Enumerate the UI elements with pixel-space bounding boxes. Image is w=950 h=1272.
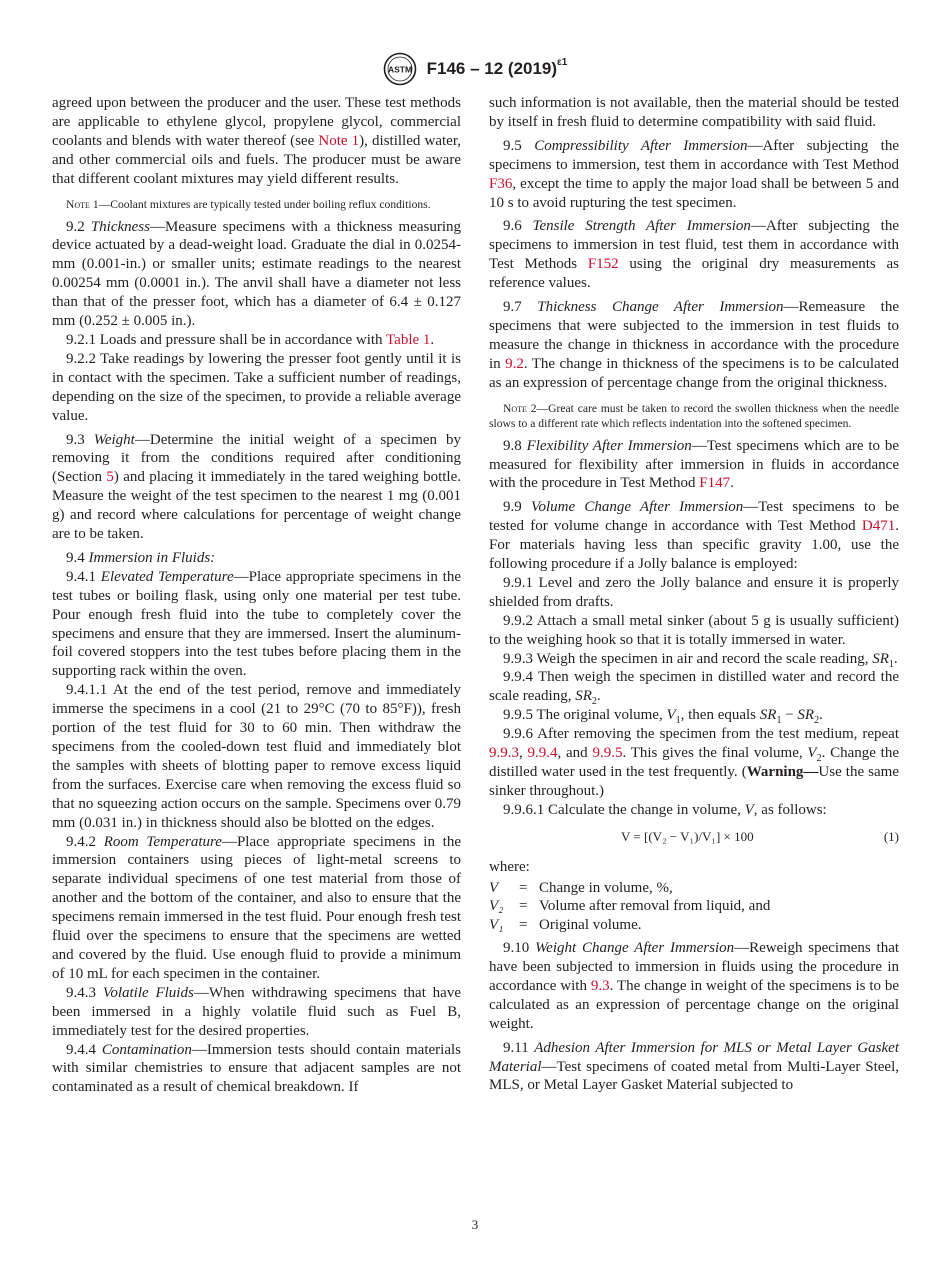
definition-row: V₂ = Volume after removal from liquid, and	[489, 898, 771, 915]
section-9-9-6: 9.9.6 After removing the specimen from the test medium, repeat 9.9.3, 9.9.4, and 9.9.5. This gives the final volume, $V_2$. Change the distilled water used in the test frequently. (Warning—Use the same sinker throughout.)	[489, 726, 899, 799]
section-9-2-link[interactable]: 9.2	[505, 355, 524, 372]
section-9-9-6-1: 9.9.6.1 Calculate the change in volume, V, as follows:	[503, 801, 827, 818]
section-9-7: 9.7 Thickness Change After Immersion—Remeasure the specimens that were subjected to the immersion in test fluids to measure the change in thickness in accordance with the procedure in 9.2. The change in thickness of the specimens is to be calculated as an expression of percentage change from the original thickness.	[489, 299, 899, 391]
section-9-4-2: 9.4.2 Room Temperature—Place appropriate specimens in the immersion containers using pieces of light-metal screens to separate individual specimens of one test material from those of another and the bottom of the container, and also to ensure that the specimens remain immersed in the test fluid. Pour enough fresh test fluid over the specimens to ensure that the specimens are wetted and covered by the fluid. Use enough fluid to provide a minimum of 10 mL for each specimen in the container.	[52, 833, 461, 982]
right-column	[489, 94, 899, 1095]
section-9-4: 9.4 Immersion in Fluids:	[66, 549, 216, 566]
section-5-link[interactable]: 5	[106, 469, 114, 486]
section-9-2-2: 9.2.2 Take readings by lowering the presser foot gently until it is in contact with the specimen. Take a sufficient number of readings, depending on the size of the specimen, to provide a reliable average value.	[52, 350, 461, 424]
f147-link[interactable]: F147	[699, 475, 731, 492]
volume-change-formula: V = [(V₂ − V₁)/V₁] × 100	[621, 828, 754, 844]
table-1-link[interactable]: Table 1	[386, 331, 431, 348]
note-1-link[interactable]: Note 1	[318, 132, 360, 149]
variable-definitions	[489, 879, 899, 935]
f36-link[interactable]: F36	[489, 175, 513, 192]
section-9-4-1-1: 9.4.1.1 At the end of the test period, remove and immediately immerse the specimens in a cool (21 to 29°C (70 to 85°F)), fresh portion of the test fluid for 30 to 60 min. Then withdraw the specimens from the cooled-down test fluid and immediately blot the samples with sheets of blotting paper to remove excess liquid from the surfaces. Exercise care when removing the excess fluid so that no squeezing action occurs on the sample. Specimens over 0.79 mm (0.031 in.) in thickness should also be blotted on the edges.	[52, 682, 461, 831]
section-9-9-5: 9.9.5 The original volume, $V_1$, then equals $SR_1 - SR_2$.	[503, 707, 823, 727]
section-9-4-3: 9.4.3 Volatile Fluids—When withdrawing specimens that have been immersed in a highly volatile fluid such as Fuel B, immediately test for the desired properties.	[52, 984, 461, 1039]
section-9-9-4-link[interactable]: 9.9.4	[527, 745, 558, 762]
section-9-9-2: 9.9.2 Attach a small metal sinker (about 5 g is usually sufficient) to the weighing hook so that it is totally immersed in water.	[489, 612, 899, 648]
continued-paragraph: agreed upon between the producer and the user. These test methods are applicable to ethylene glycol, propylene glycol, commercial coolants and blends with water thereof (see Note 1), distilled water, and other commercial oils and fuels. The producer must be aware that different coolant mixtures may yield different results.	[52, 95, 461, 187]
section-9-10: 9.10 Weight Change After Immersion—Reweigh specimens that have been subjected to immersion in fluids using the procedure in accordance with 9.3. The change in weight of the specimens is to be calculated as an expression of percentage change on the original weight.	[489, 940, 900, 1032]
section-9-3: 9.3 Weight—Determine the initial weight of a specimen by removing it from the conditions required after conditioning (Section 5) and placing it immediately in the tared weighing bottle. Measure the weight of the test specimen to the nearest 1 mg (0.001 g) and record where calculations for percentage of weight change are to be taken.	[52, 431, 461, 543]
epsilon-superscript: ε1	[557, 57, 568, 69]
page-header	[0, 52, 950, 86]
section-9-4-4: 9.4.4 Contamination—Immersion tests should contain materials with similar chemistries to ensure that adjacent samples are not contaminated as a result of chemical breakdown. If	[52, 1041, 461, 1096]
section-9-5: 9.5 Compressibility After Immersion—After subjecting the specimens to immersion, test them in accordance with Test Method F36, except the time to apply the major load shall be between 5 and 10 s to avoid rupturing the test specimen.	[489, 137, 900, 211]
section-9-6: 9.6 Tensile Strength After Immersion—After subjecting the specimens to immersion in test fluid, test them in accordance with Test Methods F152 using the original dry measurements as reference values.	[489, 218, 900, 292]
section-9-11: 9.11 Adhesion After Immersion for MLS or Metal Layer Gasket Material—Test specimens of coated metal from Multi-Layer Steel, MLS, or Metal Layer Gasket Material subjected to	[489, 1039, 899, 1094]
astm-logo-icon	[383, 52, 417, 86]
section-9-9-4: 9.9.4 Then weigh the specimen in distilled water and record the scale reading, $SR_2$.	[489, 669, 899, 708]
section-9-3-link[interactable]: 9.3	[590, 977, 610, 994]
section-9-4-1: 9.4.1 Elevated Temperature—Place appropriate specimens in the test tubes or boiling flask, using only one material per test tube. Pour enough fresh fluid into the tube to completely cover the specimens and ensure that they are immersed. Insert the aluminum-foil covered stoppers into the test tubes before placing them in the supporting rack within the oven.	[52, 568, 462, 680]
equation-1	[489, 826, 899, 848]
continued-paragraph-right: such information is not available, then the material should be tested by itself in fresh fluid to determine compatibility with said fluid.	[489, 95, 899, 130]
section-9-8: 9.8 Flexibility After Immersion—Test specimens which are to be measured for flexibility after immersion in fluids in accordance with the procedure in Test Method F147.	[489, 437, 899, 492]
section-9-9: 9.9 Volume Change After Immersion—Test specimens to be tested for volume change in accordance with Test Method D471. For materials having less than specific gravity 1.00, use the following procedure if a Jolly balance is employed:	[489, 499, 900, 573]
definition-row: V = Change in volume, %,	[489, 879, 673, 896]
section-9-2-1: 9.2.1 Loads and pressure shall be in accordance with Table 1.	[66, 331, 435, 348]
section-9-9-5-link[interactable]: 9.9.5	[592, 745, 623, 762]
page-number: 3	[471, 1217, 479, 1232]
document-designation: F146 – 12 $(2019)^{\varepsilon 1}$	[426, 57, 568, 78]
section-9-9-3-link[interactable]: 9.9.3	[489, 745, 519, 762]
astm-logo-text: ASTM	[387, 64, 412, 75]
f152-link[interactable]: F152	[587, 256, 619, 273]
section-9-9-1: 9.9.1 Level and zero the Jolly balance and ensure it is properly shielded from drafts.	[489, 574, 899, 610]
note-1: Note 1—Coolant mixtures are typically tested under boiling reflux conditions.	[66, 197, 431, 211]
left-column	[52, 94, 461, 1097]
where-label: where:	[489, 858, 530, 875]
note-2: Note 2—Great care must be taken to record the swollen thickness when the needle slows to a different rate which reflects indentation into the softened specimen.	[489, 401, 899, 430]
section-9-2: 9.2 Thickness—Measure specimens with a thickness measuring device actuated by a dead-weight load. Graduate the dial in 0.0254-mm (0.001-in.) or smaller units; estimate readings to the nearest 0.00254 mm (0.0001 in.). The anvil shall have a diameter not less than that of the presser foot, which has a diameter of 6.4 ± 0.127 mm (0.252 ± 0.005 in.).	[52, 218, 462, 330]
definition-row: V₁ = Original volume.	[489, 916, 642, 933]
equation-number: (1)	[883, 828, 899, 844]
section-9-9-3: 9.9.3 Weigh the specimen in air and record the scale reading, $SR_1$.	[503, 650, 898, 670]
d471-link[interactable]: D471	[861, 518, 896, 535]
